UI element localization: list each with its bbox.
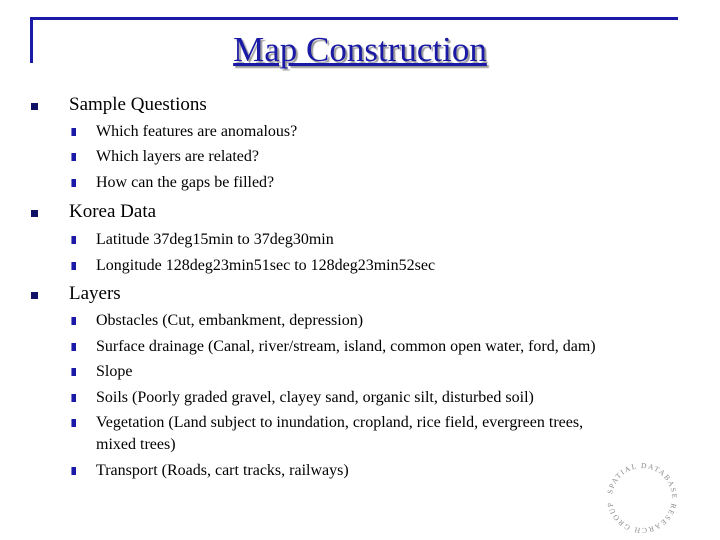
sub-bullet-icon (71, 467, 76, 475)
list-item: Vegetation (Land subject to inundation, cropland, rice field, evergreen trees, (96, 414, 584, 431)
sub-bullet-icon (71, 179, 76, 187)
list-item: How can the gaps be filled? (96, 174, 275, 191)
list-item: Transport (Roads, cart tracks, railways) (96, 462, 349, 479)
sub-bullet-icon (71, 262, 76, 270)
list-item: Latitude 37deg15min to 37deg30min (96, 231, 334, 248)
list-item: Which layers are related? (96, 148, 260, 165)
bullet-square-icon (31, 210, 38, 217)
list-item: Obstacles (Cut, embankment, depression) (96, 312, 364, 329)
bullet-square-icon (31, 103, 38, 110)
list-item: Slope (96, 363, 133, 380)
section-heading: Korea Data (69, 201, 157, 222)
section-heading: Layers (69, 283, 121, 304)
sub-bullet-icon (71, 236, 76, 244)
list-item: Soils (Poorly graded gravel, clayey sand, organic silt, disturbed soil) (96, 389, 534, 406)
svg-text:SPATIAL DATABASE RESEARCH GROU: SPATIAL DATABASE RESEARCH GROUP (605, 460, 680, 536)
list-item-continuation: mixed trees) (96, 436, 176, 453)
sub-bullet-icon (71, 317, 76, 325)
sub-bullet-icon (71, 419, 76, 427)
slide-title: Map Construction (233, 30, 487, 69)
sub-bullet-icon (71, 128, 76, 136)
research-group-logo-icon (602, 460, 682, 536)
slide-frame-top (30, 17, 678, 20)
list-item: Longitude 128deg23min51sec to 128deg23min52sec (96, 257, 436, 274)
sub-bullet-icon (71, 394, 76, 402)
sub-bullet-icon (71, 343, 76, 351)
section-heading: Sample Questions (69, 94, 207, 115)
list-item: Surface drainage (Canal, river/stream, island, common open water, ford, dam) (96, 338, 596, 355)
list-item: Which features are anomalous? (96, 123, 298, 140)
sub-bullet-icon (71, 368, 76, 376)
bullet-square-icon (31, 292, 38, 299)
sub-bullet-icon (71, 153, 76, 161)
